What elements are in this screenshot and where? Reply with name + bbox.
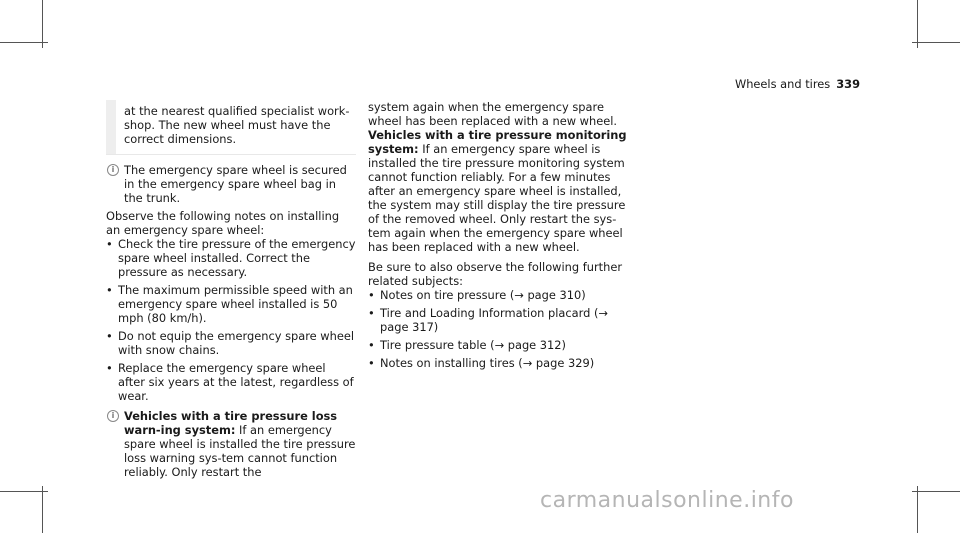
related-link[interactable]: • Tire pressure table (→ page 312) (368, 338, 630, 352)
note-heading: Vehicles with a tire pressure loss warn-ing system: (124, 409, 338, 437)
page-header (735, 77, 860, 91)
note-text (124, 409, 356, 479)
bullet-list (106, 237, 356, 403)
info-icon: i (107, 410, 119, 422)
right-column (368, 100, 630, 374)
section-title: Wheels and tires (734, 77, 831, 91)
crop-mark (917, 0, 918, 48)
list-item: • Replace the emergency spare wheel after six years at the latest, regardless of wear. (106, 361, 356, 403)
related-link[interactable]: • Tire and Loading Information placard (→ page 317) (368, 306, 630, 334)
watermark: carmanualsonline.info (540, 488, 794, 513)
info-icon: i (107, 164, 119, 176)
related-link[interactable]: • Notes on tire pressure (→ page 310) (368, 288, 630, 302)
paragraph: system again when the emergency spare wheel has been replaced with a new wheel. (368, 100, 618, 128)
crop-mark (42, 0, 43, 48)
related-intro: Be sure to also observe the following further related subjects: (368, 260, 623, 288)
observe-text: Observe the following notes on installing an emergency spare wheel: (106, 209, 340, 237)
note-body: If an emergency spare wheel is installed the tire pressure loss warning sys-tem cannot function reliably. Only restart the (124, 423, 356, 479)
list-item: • Check the tire pressure of the emergency spare wheel installed. Correct the pressure as necessary. (106, 237, 356, 279)
crop-mark (917, 486, 918, 533)
crop-mark (912, 491, 960, 492)
paragraph-body: If an emergency spare wheel is installed the tire pressure monitoring system cannot function reliably. For a few minutes after an emergency spare wheel is installed, the system may still display the tire pressure of the removed wheel. Only restart the sys-tem again when the emergency spare wheel has been replaced with a new wheel. (368, 142, 626, 254)
crop-mark (912, 42, 960, 43)
continued-warning-box (106, 100, 356, 155)
crop-mark (0, 42, 48, 43)
continued-text: at the nearest qualified specialist work-shop. The new wheel must have the correct dimensions. (124, 104, 350, 146)
left-column (106, 100, 356, 483)
related-link[interactable]: • Notes on installing tires (→ page 329) (368, 356, 630, 370)
crop-mark (42, 486, 43, 533)
crop-mark (0, 491, 48, 492)
info-note (106, 409, 356, 479)
page-number: 339 (836, 77, 860, 91)
note-text: The emergency spare wheel is secured in the emergency spare wheel bag in the trunk. (124, 163, 347, 205)
paragraph-heading: Vehicles with a tire pressure monitoring system: (368, 128, 627, 156)
list-item: • Do not equip the emergency spare wheel with snow chains. (106, 329, 356, 357)
info-note (106, 163, 356, 205)
paragraph (368, 128, 630, 254)
list-item: • The maximum permissible speed with an emergency spare wheel installed is 50 mph (80 km/h). (106, 283, 356, 325)
related-links-list (368, 288, 630, 370)
